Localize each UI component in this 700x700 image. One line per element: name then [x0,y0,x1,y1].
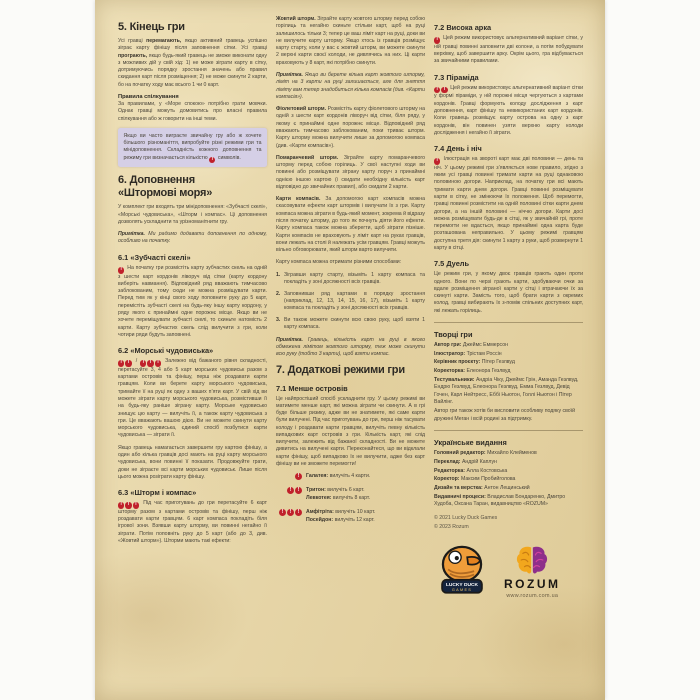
variants-note-box [118,128,267,168]
sea-monsters-paragraph: !! / ! ! ! Залежно від бажаного рівня складності, перетасуйте 3, 4 або 5 карт морських чудовиськ разом з картами островів та фінішу, перш ніж роздавати карти гравцям. Коли ви берете карту морського чудовиська, тримайте її на руці як одну з ваших п’яти карт. У свій хід ви можете зіграти карту морського чудовиська, розмістивши її на будь-яку раніше зіграну карту. Морське чудовисько знищує цю карту — вилучіть її, а також карту чудовиська з гри. Це вважають вашою дією. Ви не можете скинути карту морського чудовиська, єдиний спосіб позбутися карти чудовиська — зіграти її. [118,358,267,440]
compass-cards-paragraph: Карти компасів. За допомогою карт компасів можна скасовувати ефекти карт штормів і вилучати їх з гри. Карту компаса можна зіграти в будь-який момент, зокрема й відразу після початку шторму, до того як почнуть діяти його ефекти. Карту компаса також можна зберегти, щоб зіграти пізніше. Карти компасів не враховують у ліміт карт на руках гравців, вони лежать на столі й належать усім гравцям. Гравці можуть вільно обговорювати, який шторм варто вилучити. [276,196,426,254]
difficulty-icon [209,157,215,163]
communication-rules-paragraph: За правилами, у «Море спокою» потрібно грати мовчки. Однак гравці можуть домовитись про власні правила спілкування або ж говорити на інші теми. [118,100,267,122]
storm-compass-paragraph: !!! Під час приготувань до гри перетасуйте 6 карт шторму разом з картами островів та фінішу, перш ніж роздавати карти гравцям. 6 карт компаса покладіть біля ігрової зони. Взявши карту шторму, ви повинні негайно її зіграти. Потім поповніть руку до 5 карт (або до 3, див. «Жовтий шторм»). Шторми мають такі ефекти: [118,500,267,545]
columns [95,0,605,700]
ua-edition-heading: Українське видання [434,438,507,448]
expansion-intro-paragraph: У комплект гри входять три мінідоповнення: «Зубчасті скелі», «Морські чудовиська», «Шторм і компас». Ці доповнення дозволять ускладнити та урізноманітнити гру. [118,204,267,225]
compass-ways-list [276,272,425,332]
difficulty-table [276,473,425,525]
section-7-5-heading: 7.5 Дуель [434,259,470,269]
divider [434,430,583,431]
yellow-storm-note: Примітка. Якщо ви берете кілька карт жовтого шторму, ліміт на 3 карти на руці залишається, але для зняття ліміту вам тепер знадобиться кілька компасів (див. «Карти компасів»). [276,71,425,100]
difficulty-icon [295,487,302,494]
list-item: 2. Заповнивши ряд картами в порядку зростання (наприклад, 12, 13, 14, 15, 16, 17), візьміть 1 карту компаса та покладіть у зоні досяжності всіх гравців. [276,290,425,312]
communication-rules-heading: Правила спілкування [118,93,179,100]
copyright-line: © 2023 Rozum [434,523,469,530]
list-item: Видавничі процеси: Владислав Бондаренко, Дмитро Худоба, Оксана Таран, видавництво «ROZUM» [434,493,566,508]
credits-thanks: Автор гри також хотів би висловити особливу подяку своїй дружині Меган і всій родині за підтримку. [434,408,575,422]
rozum-wordmark: ROZUM [504,576,561,591]
list-item: Тестувальники: Андріа Чіку, Джеймс Грін, Аманда Гезлвуд, Ендрю Гезлвуд, Елеонора Гезлвуд, Емма Гезлвуд, Девід Гочен, Карл Нейтресс, Еббі Ньютон, Голлі Ньютон і Пітер Вайлінг. [434,376,579,406]
difficulty-icon [295,473,302,480]
rulebook-page [95,0,605,700]
duel-paragraph: Це режим гри, у якому двоє гравців грають один проти одного. Вони по черзі грають карти, здобуваючи очки за вдале розміщення зіграної карти у сітці і втрачаючи їх за скинуті карти. Замість того, щоб брати карти з окремих колод, гравці вибирають їх з-поміж спільних доступних карт, які лежать горілиць. [434,271,583,314]
credits-heading: Творці гри [434,329,473,339]
svg-text:GAMES: GAMES [451,588,473,593]
endgame-paragraph: Усі гравці перемагають, якщо активний гравець успішно зіграє карту фінішу після заповнення сітки. Усі гравці програють, якщо будь-який гравець не зможе виконати одну з можливих дій у свій хід: 1) не може зіграти карту в сітку, дотримуючись порядку зростання значень або правил скидання карт після розміщення; 2) не може скинути 2 карти, бо на початку ходу має всього 1 чи 0 карт. [118,37,267,88]
section-7-3-heading: 7.3 Піраміда [434,72,479,82]
publisher-logos [436,543,583,601]
list-item: Редакторка: Алла Костовська [434,467,508,474]
svg-text:LUCKY DUCK: LUCKY DUCK [445,582,479,588]
table-row: ! ! ! Амфітріта: вилучіть 10 карт. Посейдон: вилучіть 12 карт. [276,509,425,526]
section-6-2-heading: 6.2 «Морські чудовиська» [118,346,214,356]
list-item: 1. Зігравши карту старту, візьміть 1 карту компаса та покладіть у зоні досяжності всіх гравців. [276,271,425,285]
list-item: Автор гри: Джеймс Еммерсон [434,341,508,348]
section-7-4-heading: 7.4 День і ніч [434,144,482,154]
section-6-heading: 6. Доповнення «Штормові моря» [118,174,213,200]
copyright-line: © 2021 Lucky Duck Games [434,514,498,521]
section-6-3-heading: 6.3 «Шторм і компас» [118,488,197,498]
list-item: Керівник проєкту: Пітер Гезлвуд [434,359,515,366]
difficulty-icon [279,509,286,516]
list-item: Коректорка: Елеонора Гезлвуд [434,368,511,375]
high-arch-paragraph: ! Цей режим використовує альтернативний варіант сітки, у ній гравці повинні заповнити дві колони, а потім побудувати верхівку, щоб завершити арку. Окрім цього, гра відбувається за звичайними правилами. [434,35,583,66]
credits-list [434,342,583,423]
fewer-islands-paragraph: Це найпростіший спосіб ускладнити гру. У цьому режимі ви матимете менше карт, які можна зіграти чи скинути. А в грі буде більше ризику, адже ви не знатимете, які саме карти були вилучені. Під час приготувань до гри, перш ніж тасувати колоду і роздавати карти гравцям, вилучіть певну кількість випадкових карт островів з гри. Кількість карт, які слід вилучити, залежить від бажаної складності. Ви не можете дивитись на вилучені карти. Переконайтеся, що ви відклали карти фінішу, щоб випадково їх не вилучити, адже без карт фінішу ви не зможете перемогти! [276,395,425,468]
lucky-duck-games-logo-icon [436,543,488,601]
column-right [434,16,583,692]
expansion-note: Примітка. Ми радимо додавати доповнення по одному, особливо на початку. [118,231,267,245]
column-middle [276,16,425,692]
copyright-lines [434,515,583,531]
list-item: Дизайн та верстка: Антон Лещинський [434,485,530,492]
list-item: 3. Ви також можете скинути всю свою руку, щоб взяти 1 карту компаса. [276,317,425,331]
difficulty-icon [295,509,302,516]
list-item: Переклад: Андрій Каплун [434,458,497,465]
column-left [118,16,267,692]
rozum-url: www.rozum.com.ua [506,592,559,599]
ua-credits-list [434,450,583,509]
list-item: Ілюстратор: Трістам Россін [434,350,502,357]
variants-note-text: Якщо ви часто виграєте звичайну гру або ж хочете більшого різноманіття, випробуйте різні режими гри та мінідоповнення. Складність кожного доповнення та режиму гри визначається кількістю ! символів. [124,133,262,164]
table-row: ! Галатея: вилучіть 4 карти. [276,473,425,481]
section-7-2-heading: 7.2 Висока арка [434,23,492,32]
jagged-rocks-paragraph: ! На початку гри розмістіть карту зубчастих скель на одній з шести карт кордонів ліворуч від сітки (карту кордону виберіть навмання). Відповідний ряд вважають тимчасово заблокованим, тому сюди не можна розміщувати карти. Перед тим як у кінці свого ходу поповните руку до 5 карт, перемістіть зубчасті скелі на будь-яку іншу карту кордону, у ряду якого є принаймні одне порожнє місце. Якщо ви не хочете переміщувати зубчасті скелі, то скиньте натомість 2 карти. Карту зубчастих скель слід вилучити з гри, коли чотири ряди будуть заповнені. [118,265,267,339]
difficulty-icon [287,509,294,516]
difficulty-icon [287,487,294,494]
section-7-1-heading: 7.1 Менше островів [276,383,348,393]
list-item: Головний редактор: Михайло Клейменов [434,450,537,457]
orange-storm-paragraph: Помаранчевий шторм. Зіграйте карту помаранчевого шторму перед собою горілиць. У свої наступні ходи ви повинні або розміщувати зіграну карту поруч з принаймні однією іншою картою (і скидати необхідну кількість карт відповідно до звичайних правил), або скидати 2 карти. [276,154,425,190]
section-6-1-heading: 6.1 «Зубчасті скелі» [118,252,191,262]
compass-note: Примітка. Гравець, кількість карт на руці в якого обмежена лімітом жовтого шторму, теж може скинути всю руку (тобто 3 карти), щоб взяти компас. [276,336,425,358]
pyramid-paragraph: !! Цей режим використовує альтернативний варіант сітки у формі піраміди, у ній порожні місця чергуються з картами кордонів. Гравці формують колоду дослідження з карт доповнення, карт фінішу та невикористаних карт кордонів. Коли гравець розміщує карту острова на одну з карт кордонів, він повинен узяти верхню карту колоди дослідження і негайно її зіграти. [434,85,583,137]
compass-ways-intro: Карту компаса можна отримати різними способами: [276,259,402,266]
yellow-storm-paragraph: Жовтий шторм. Зіграйте карту жовтого шторму перед собою горілиць та негайно скиньте стільки карт, щоб на руці залишилось тільки 3; тепер це ваш ліміт карт на руці, доки ви не вилучите карту шторму. Якщо хтось із гравців розміщує карту старту, коли у вас є жовтий шторм, ви можете скинути 2 верхні карти своєї колоди, не дивлячись на них. Ці карти враховують у 8 карт, які потрібно скинути. [276,16,425,66]
table-row: ! ! Тритон: вилучіть 6 карт. Левкотея: вилучіть 8 карт. [276,487,425,504]
divider [434,322,583,323]
violet-storm-paragraph: Фіолетовий шторм. Розмістіть карту фіолетового шторму на одній з шести карт кордонів ліворуч від сітки, біля ряду, у якому є принаймні одне порожнє місце. Відповідний ряд вважають тимчасово заблокованим, поки триває шторм. Карту шторму можна вилучити лише за допомогою компаса (див. «Карти компасів»). [276,106,425,149]
rozum-logo-block [504,545,561,599]
list-item: Коректор: Максим Пробийголова [434,476,516,483]
section-7-heading: 7. Додаткові режими гри [276,363,405,376]
sea-monsters-paragraph-2: Якщо гравець намагається завершити гру картою фінішу, а один або кілька гравців досі мають на руці карту морського чудовиська, вони повинні її показати. Продовжуйте грати, доки не зіграєте всі карти морських чудовиськ. Лише після цього можна розіграти карту фінішу. [118,444,267,480]
day-night-paragraph: ! Ілюстрація на звороті карт має дві половини — день та ніч. У цьому режимі гри з’являється нове правило, згідно з яким усі гравці повинні тримати карти на руці однаковою половиною догори. Наприклад, на початку гри всі мають тримати карти днем догори. Гравці повинні розміщувати карти в сітку, не змінюючи їх положення. Щоб перемогти, гравці повинні розмістити на одній половині сітки карти днем догори, а на іншій половині — ніччю догори. Карти досі можна розміщувати будь-де в сітці, як у звичайній грі, проте перемогти не вдасться, якщо принаймні одна карта буде розташована неправильно. У цьому режимі гравцям доступна третя дія: скинути 1 карту з руки, щоб розвернути 1 карту в сітці. [434,156,583,252]
section-5-heading: 5. Кінець гри [118,21,185,33]
rozum-brain-icon [515,545,549,575]
